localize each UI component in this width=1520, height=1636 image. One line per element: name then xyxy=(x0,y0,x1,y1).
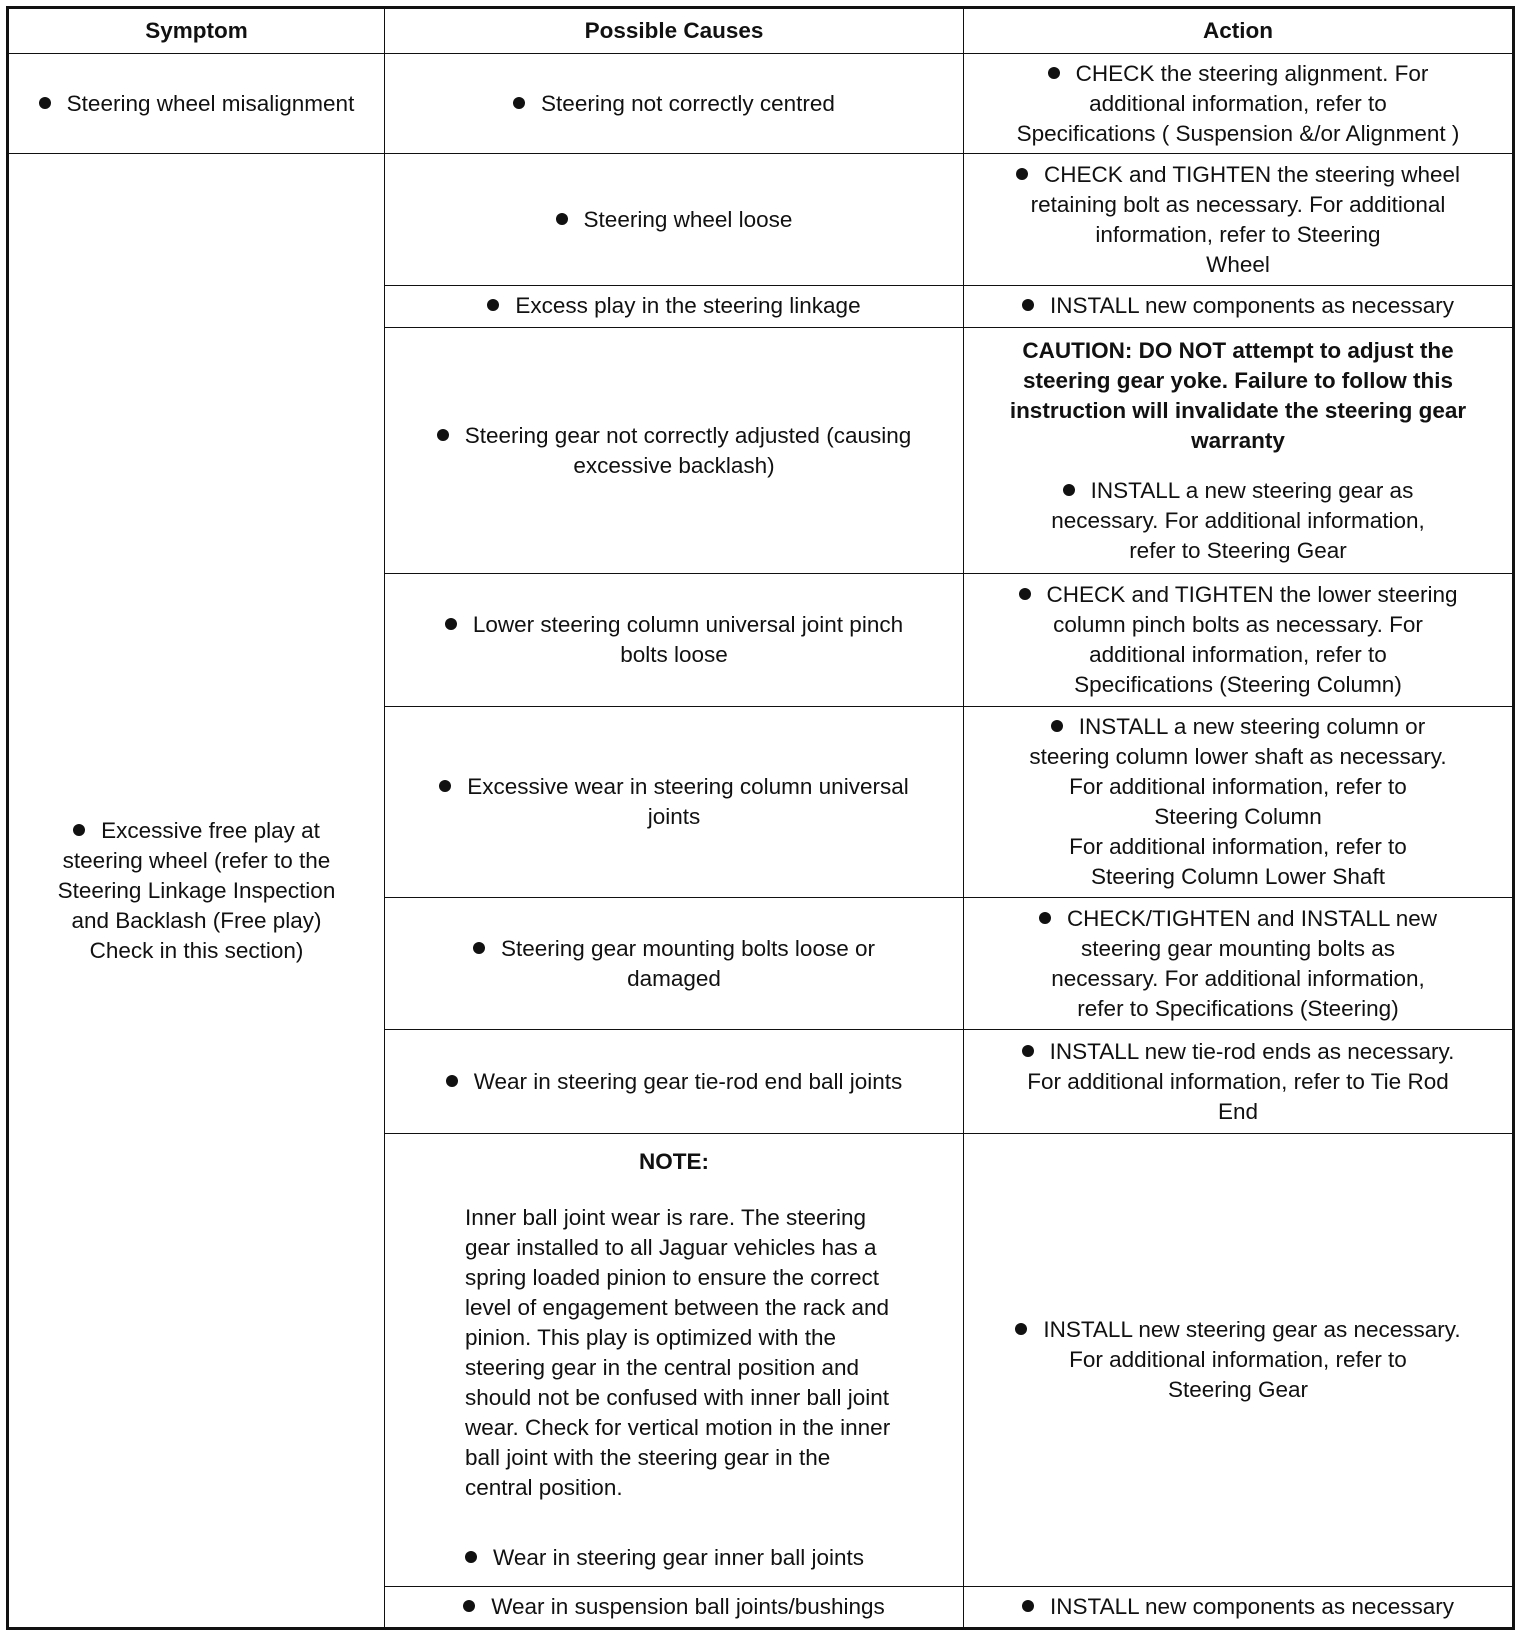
action-line: Wheel xyxy=(1206,251,1270,277)
caution-text xyxy=(970,336,1506,456)
note-title: NOTE: xyxy=(639,1148,709,1174)
caution-line: CAUTION: DO NOT attempt to adjust the xyxy=(1022,337,1454,363)
action-cell xyxy=(964,54,1514,154)
action-line: CHECK and TIGHTEN the steering wheel xyxy=(1043,161,1460,187)
header-symptom: Symptom xyxy=(8,8,385,54)
cause-cell xyxy=(385,706,964,897)
bullet-icon xyxy=(1022,299,1034,311)
cause-line: Excessive wear in steering column universal xyxy=(467,773,909,799)
symptom-line: and Backlash (Free play) xyxy=(71,907,322,933)
bullet-icon xyxy=(437,429,449,441)
action-cell xyxy=(964,154,1514,285)
cause-cell xyxy=(385,1586,964,1628)
note-line: should not be confused with inner ball joint xyxy=(465,1384,890,1410)
caution-line: warranty xyxy=(1191,427,1285,453)
bullet-icon xyxy=(1063,484,1075,496)
diagnosis-table xyxy=(6,6,1515,1630)
action-line: INSTALL new steering gear as necessary. xyxy=(1043,1316,1461,1342)
bullet-icon xyxy=(439,780,451,792)
cause-line: bolts loose xyxy=(620,642,728,667)
note-line: spring loaded pinion to ensure the correct xyxy=(465,1264,880,1290)
cause-line: Steering gear mounting bolts loose or xyxy=(501,935,875,961)
cause-text: Steering not correctly centred xyxy=(541,90,835,116)
action-cell xyxy=(964,1586,1514,1628)
header-row xyxy=(8,8,1514,54)
action-line: refer to Specifications (Steering) xyxy=(1077,995,1399,1021)
action-line: For additional information, refer to xyxy=(1069,1346,1407,1372)
symptom-cell xyxy=(8,154,385,1629)
action-line: column pinch bolts as necessary. For xyxy=(1053,612,1423,637)
cause-cell xyxy=(385,154,964,285)
symptom-line: Steering Linkage Inspection xyxy=(57,877,336,903)
note-line: central position. xyxy=(465,1474,623,1500)
action-line: For additional information, refer to xyxy=(1069,773,1407,799)
cause-line: damaged xyxy=(627,965,721,991)
note-cause xyxy=(391,1543,957,1573)
note-line: pinion. This play is optimized with the xyxy=(465,1324,837,1350)
action-cell xyxy=(964,1030,1514,1133)
note-line: steering gear in the central position and xyxy=(465,1354,860,1380)
bullet-icon xyxy=(473,942,485,954)
action-line: Steering Gear xyxy=(1167,1376,1309,1402)
table-row xyxy=(8,154,1514,285)
bullet-icon xyxy=(1048,67,1060,79)
action-line: INSTALL a new steering column or xyxy=(1078,713,1426,739)
action-cell xyxy=(964,327,1514,574)
action-line: Specifications ( Suspension &/or Alignment ) xyxy=(1016,120,1460,146)
cause-text: Wear in steering gear inner ball joints xyxy=(493,1544,865,1570)
symptom-line: Excessive free play at xyxy=(101,817,320,843)
bullet-icon xyxy=(73,824,85,836)
symptom-text: Steering wheel misalignment xyxy=(66,90,355,116)
action-line: refer to Steering Gear xyxy=(1129,537,1347,563)
cause-line: Lower steering column universal joint pinch xyxy=(472,612,904,637)
action-line: Steering Column Lower Shaft xyxy=(1091,863,1385,889)
action-line: INSTALL new components as necessary xyxy=(1050,1593,1454,1619)
action-line: steering gear mounting bolts as xyxy=(1081,935,1395,961)
action-line: necessary. For additional information, xyxy=(1051,507,1425,533)
action-cell xyxy=(964,706,1514,897)
symptom-cell xyxy=(8,54,385,154)
cause-line: joints xyxy=(647,803,701,829)
action-cell xyxy=(964,898,1514,1030)
action-line: retaining bolt as necessary. For additional xyxy=(1030,191,1446,217)
header-action: Action xyxy=(964,8,1514,54)
table-row xyxy=(8,54,1514,154)
bullet-icon xyxy=(1016,168,1028,180)
action-line: For additional information, refer to xyxy=(1069,833,1407,859)
action-line: information, refer to Steering xyxy=(1095,221,1381,247)
note-line: gear installed to all Jaguar vehicles has a xyxy=(465,1234,877,1260)
action-line: CHECK and TIGHTEN the lower steering xyxy=(1046,582,1458,607)
note-body xyxy=(391,1203,957,1503)
bullet-icon xyxy=(1015,1323,1027,1335)
bullet-icon xyxy=(556,213,568,225)
cause-cell xyxy=(385,1030,964,1133)
bullet-icon xyxy=(487,299,499,311)
bullet-icon xyxy=(463,1600,475,1612)
symptom-line: Check in this section) xyxy=(89,937,304,963)
action-line: INSTALL new tie-rod ends as necessary. xyxy=(1049,1038,1455,1064)
bullet-icon xyxy=(513,97,525,109)
cause-text: Steering wheel loose xyxy=(583,206,793,232)
action-line: End xyxy=(1217,1098,1259,1124)
bullet-icon xyxy=(465,1551,477,1563)
action-line: necessary. For additional information, xyxy=(1051,965,1425,991)
bullet-icon xyxy=(1022,1045,1034,1057)
symptom-line: steering wheel (refer to the xyxy=(62,847,331,873)
cause-text: Wear in suspension ball joints/bushings xyxy=(491,1593,885,1619)
bullet-icon xyxy=(1039,912,1051,924)
cause-cell xyxy=(385,1133,964,1586)
action-line: Specifications (Steering Column) xyxy=(1074,672,1402,697)
cause-cell xyxy=(385,54,964,154)
note-line: wear. Check for vertical motion in the inner xyxy=(465,1414,891,1440)
action-line: For additional information, refer to Tie Rod xyxy=(1027,1068,1449,1094)
note-line: Inner ball joint wear is rare. The steering xyxy=(465,1204,867,1230)
cause-text: Excess play in the steering linkage xyxy=(515,293,861,319)
cause-text: Wear in steering gear tie-rod end ball joints xyxy=(473,1068,903,1094)
action-line: INSTALL a new steering gear as xyxy=(1090,477,1414,503)
cause-cell xyxy=(385,285,964,327)
action-cell xyxy=(964,574,1514,706)
cause-cell xyxy=(385,327,964,574)
action-line: additional information, refer to xyxy=(1089,90,1387,116)
action-line: additional information, refer to xyxy=(1089,642,1387,667)
action-cell xyxy=(964,285,1514,327)
caution-line: steering gear yoke. Failure to follow this xyxy=(1022,367,1454,393)
bullet-icon xyxy=(1019,588,1031,600)
action-line: steering column lower shaft as necessary. xyxy=(1029,743,1447,769)
action-line: CHECK the steering alignment. For xyxy=(1075,60,1429,86)
action-line: Steering Column xyxy=(1154,803,1322,829)
cause-line: Steering gear not correctly adjusted (causing xyxy=(464,422,912,448)
action-line: CHECK/TIGHTEN and INSTALL new xyxy=(1066,905,1438,931)
bullet-icon xyxy=(1022,1600,1034,1612)
note-line: level of engagement between the rack and xyxy=(465,1294,890,1320)
cause-cell xyxy=(385,898,964,1030)
action-cell xyxy=(964,1133,1514,1586)
bullet-icon xyxy=(1051,720,1063,732)
note-line: ball joint with the steering gear in the xyxy=(465,1444,831,1470)
bullet-icon xyxy=(39,97,51,109)
caution-line: instruction will invalidate the steering gear xyxy=(1009,397,1467,423)
bullet-icon xyxy=(445,618,457,630)
action-line: INSTALL new components as necessary xyxy=(1050,293,1454,319)
cause-cell xyxy=(385,574,964,706)
bullet-icon xyxy=(446,1075,458,1087)
cause-line: excessive backlash) xyxy=(573,452,775,478)
header-causes: Possible Causes xyxy=(385,8,964,54)
